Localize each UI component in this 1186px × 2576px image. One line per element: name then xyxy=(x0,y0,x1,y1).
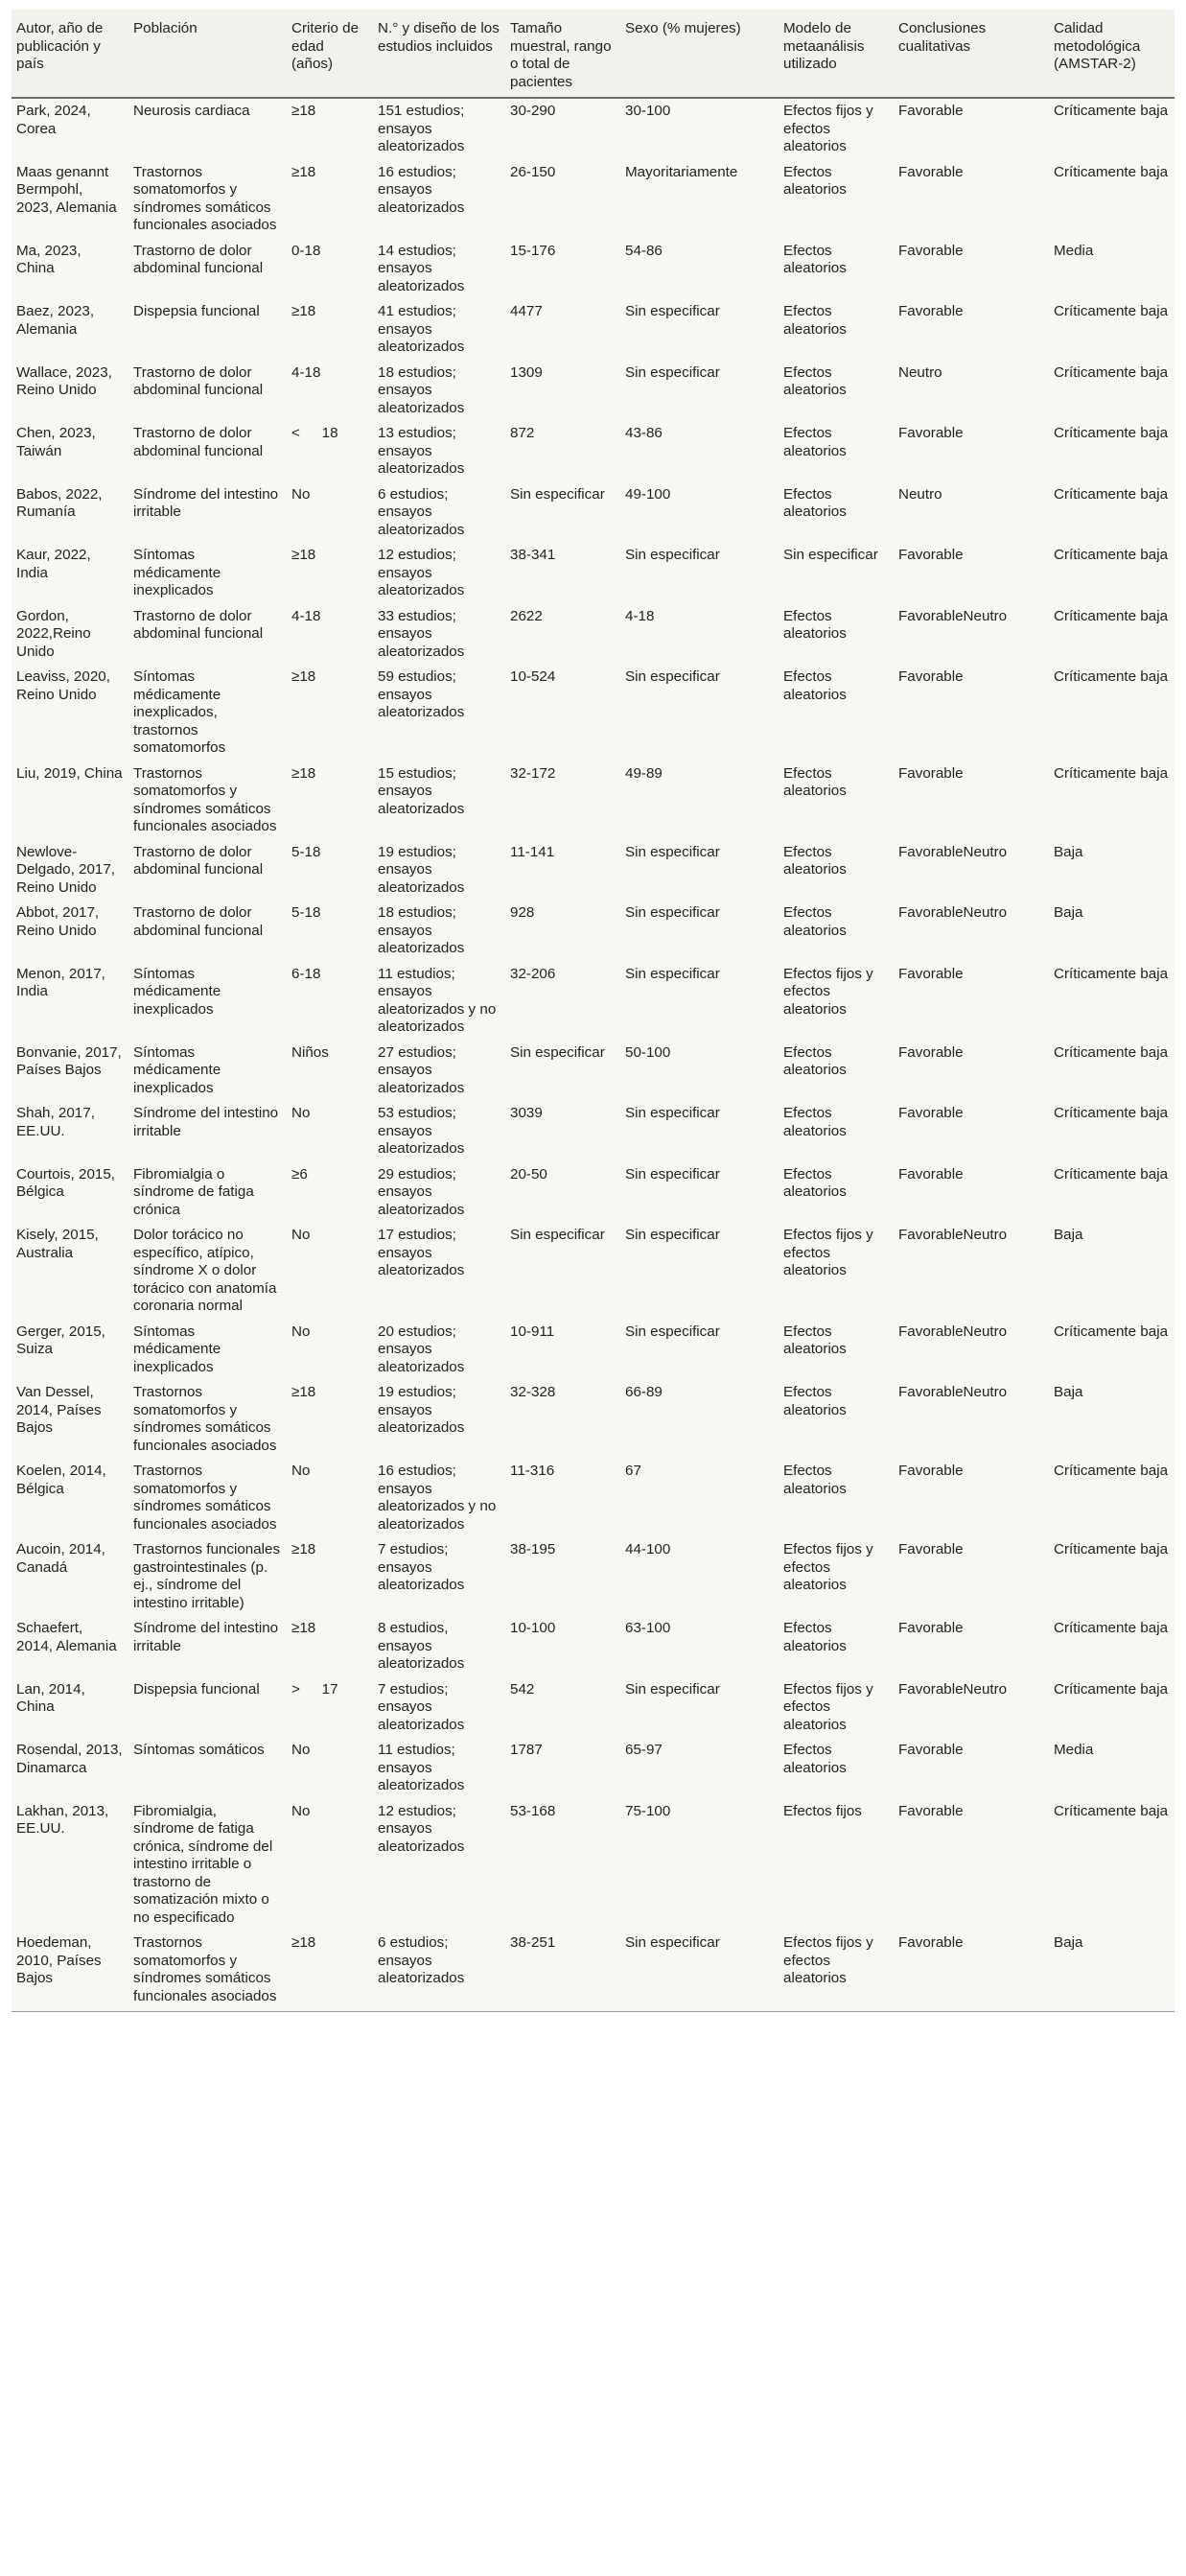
cell-age-criterion: ≥18 xyxy=(287,1932,373,2012)
cell-author: Newlove-Delgado, 2017, Reino Unido xyxy=(16,843,116,896)
cell-model: Efectos aleatorios xyxy=(783,764,847,799)
table-row xyxy=(12,1164,1174,1226)
column-header-quality: Calidad metodológica (AMSTAR-2) xyxy=(1049,10,1174,98)
cell-sex: Sin especificar xyxy=(625,1227,720,1243)
table-row xyxy=(12,1322,1174,1383)
cell-quality: Críticamente baja xyxy=(1054,1323,1169,1340)
cell-quality: Baja xyxy=(1054,904,1083,921)
cell-author: Lakhan, 2013, EE.UU. xyxy=(16,1802,109,1837)
column-header-conclusions: Conclusiones cualitativas xyxy=(894,10,1049,98)
cell-conclusions: Favorable xyxy=(898,1105,964,1121)
cell-studies: 18 estudios; ensayos aleatorizados xyxy=(378,904,465,956)
cell-studies: 7 estudios; ensayos aleatorizados xyxy=(378,1680,465,1733)
cell-conclusions: Favorable xyxy=(898,303,964,319)
cell-age-criterion: > 17 xyxy=(291,1680,338,1698)
cell-author: Menon, 2017, India xyxy=(16,965,105,999)
cell-model: Sin especificar xyxy=(783,547,878,563)
cell-sample-size: 3039 xyxy=(510,1105,543,1121)
cell-population: Trastornos somatomorfos y síndromes somáticos funcionales asociados xyxy=(133,764,277,834)
cell-sex: Sin especificar xyxy=(625,1323,720,1340)
cell-sex: 65-97 xyxy=(625,1742,663,1758)
cell-studies: 12 estudios; ensayos aleatorizados xyxy=(378,1802,465,1855)
cell-quality: Críticamente baja xyxy=(1054,965,1169,982)
cell-model: Efectos fijos y efectos aleatorios xyxy=(783,1227,873,1278)
cell-population: Síntomas somáticos xyxy=(133,1742,265,1758)
cell-sex: Sin especificar xyxy=(625,1680,720,1698)
cell-sample-size: 20-50 xyxy=(510,1165,547,1183)
cell-studies: 7 estudios; ensayos aleatorizados xyxy=(378,1541,465,1593)
cell-studies: 41 estudios; ensayos aleatorizados xyxy=(378,303,465,355)
cell-author: Ma, 2023, China xyxy=(16,242,81,276)
cell-sex: 30-100 xyxy=(625,103,671,119)
table-row xyxy=(12,1618,1174,1679)
cell-author: Courtois, 2015, Bélgica xyxy=(16,1165,115,1200)
cell-quality: Críticamente baja xyxy=(1054,485,1169,503)
cell-age-criterion: 0-18 xyxy=(291,242,321,259)
cell-population: Trastorno de dolor abdominal funcional xyxy=(133,363,264,398)
cell-sex: 49-100 xyxy=(625,485,671,503)
cell-model: Efectos fijos xyxy=(783,1802,862,1819)
cell-conclusions: Favorable xyxy=(898,1165,964,1183)
cell-model: Efectos fijos y efectos aleatorios xyxy=(783,965,873,1018)
cell-author: Babos, 2022, Rumanía xyxy=(16,485,103,520)
cell-author: Kaur, 2022, India xyxy=(16,547,91,581)
cell-quality: Críticamente baja xyxy=(1054,1463,1169,1479)
cell-conclusions: Favorable xyxy=(898,668,964,685)
cell-population: Trastorno de dolor abdominal funcional xyxy=(133,904,264,939)
cell-quality: Críticamente baja xyxy=(1054,103,1169,119)
cell-model: Efectos aleatorios xyxy=(783,303,847,338)
table-row xyxy=(12,162,1174,241)
cell-conclusions: FavorableNeutro xyxy=(898,607,1008,624)
cell-author: Maas genannt Bermpohl, 2023, Alemania xyxy=(16,163,117,216)
cell-studies: 27 estudios; ensayos aleatorizados xyxy=(378,1043,465,1096)
cell-population: Dolor torácico no específico, atípico, síndrome X o dolor torácico con anatomía coronaria normal xyxy=(133,1227,277,1314)
cell-sex: Sin especificar xyxy=(625,965,720,982)
cell-sample-size: 32-328 xyxy=(510,1384,556,1400)
cell-conclusions: Favorable xyxy=(898,103,964,119)
table-row xyxy=(12,667,1174,763)
cell-author: Gordon, 2022,Reino Unido xyxy=(16,607,91,660)
cell-quality: Críticamente baja xyxy=(1054,1541,1169,1557)
cell-quality: Críticamente baja xyxy=(1054,547,1169,563)
cell-conclusions: Favorable xyxy=(898,242,964,259)
cell-age-criterion: ≥18 xyxy=(291,1620,316,1636)
cell-model: Efectos aleatorios xyxy=(783,485,847,520)
cell-quality: Baja xyxy=(1049,1932,1174,2012)
cell-population: Dispepsia funcional xyxy=(133,1680,260,1698)
cell-sample-size: Sin especificar xyxy=(510,485,605,503)
cell-population: Trastornos somatomorfos y síndromes somáticos funcionales asociados xyxy=(133,1463,277,1533)
cell-population: Trastorno de dolor abdominal funcional xyxy=(133,607,264,642)
cell-studies: 19 estudios; ensayos aleatorizados xyxy=(378,1384,465,1436)
cell-model: Efectos aleatorios xyxy=(783,163,847,198)
cell-conclusions: Favorable xyxy=(898,163,964,180)
table-row xyxy=(12,363,1174,424)
table-row xyxy=(12,1539,1174,1618)
cell-quality: Críticamente baja xyxy=(1054,163,1169,180)
cell-sample-size: 928 xyxy=(510,904,535,921)
cell-conclusions: Favorable xyxy=(898,547,964,563)
cell-model: Efectos aleatorios xyxy=(783,242,847,276)
cell-sex: Sin especificar xyxy=(625,668,720,685)
table-row xyxy=(12,763,1174,842)
cell-age-criterion: ≥18 xyxy=(291,1541,316,1557)
cell-sample-size: Sin especificar xyxy=(510,1227,605,1243)
cell-author: Gerger, 2015, Suiza xyxy=(16,1323,105,1357)
cell-sex: 63-100 xyxy=(625,1620,671,1636)
column-header-population: Población xyxy=(128,10,287,98)
cell-sample-size: 872 xyxy=(510,425,535,441)
cell-studies: 151 estudios; ensayos aleatorizados xyxy=(378,103,465,154)
cell-model: Efectos aleatorios xyxy=(783,1105,847,1139)
table-row xyxy=(12,1225,1174,1322)
cell-quality: Críticamente baja xyxy=(1054,668,1169,685)
cell-model: Efectos aleatorios xyxy=(783,843,847,878)
cell-sex: 67 xyxy=(625,1463,641,1479)
cell-author: Lan, 2014, China xyxy=(16,1680,85,1715)
table-row xyxy=(12,902,1174,964)
cell-sample-size: 38-251 xyxy=(505,1932,620,2012)
cell-quality: Críticamente baja xyxy=(1054,764,1169,782)
cell-population: Síndrome del intestino irritable xyxy=(133,485,279,520)
cell-model: Efectos aleatorios xyxy=(783,1384,847,1418)
cell-model: Efectos fijos y efectos aleatorios xyxy=(779,1932,894,2012)
table-row xyxy=(12,606,1174,667)
cell-author: Park, 2024, Corea xyxy=(16,103,91,137)
cell-sample-size: 4477 xyxy=(510,303,543,319)
cell-model: Efectos aleatorios xyxy=(783,1323,847,1357)
cell-author: Aucoin, 2014, Canadá xyxy=(16,1541,105,1576)
cell-model: Efectos aleatorios xyxy=(783,1165,847,1200)
cell-conclusions: FavorableNeutro xyxy=(898,843,1008,860)
cell-age-criterion: ≥18 xyxy=(291,103,316,119)
cell-conclusions: Favorable xyxy=(898,425,964,441)
cell-sex: Sin especificar xyxy=(620,1932,779,2012)
table-container xyxy=(12,10,1174,2012)
table-row xyxy=(12,1103,1174,1164)
cell-author: Liu, 2019, China xyxy=(16,764,123,782)
cell-author: Schaefert, 2014, Alemania xyxy=(16,1620,117,1654)
cell-studies: 15 estudios; ensayos aleatorizados xyxy=(378,764,465,817)
cell-studies: 16 estudios; ensayos aleatorizados xyxy=(378,163,465,216)
cell-sample-size: 11-141 xyxy=(510,843,555,860)
table-row xyxy=(12,1042,1174,1104)
cell-age-criterion: ≥18 xyxy=(291,668,316,685)
cell-population: Trastorno de dolor abdominal funcional xyxy=(133,242,264,276)
cell-quality: Críticamente baja xyxy=(1054,363,1169,381)
cell-sex: Sin especificar xyxy=(625,843,720,860)
cell-quality: Críticamente baja xyxy=(1054,1105,1169,1121)
cell-sample-size: 10-911 xyxy=(510,1323,555,1340)
cell-sex: 66-89 xyxy=(625,1384,663,1400)
column-header-author: Autor, año de publicación y país xyxy=(12,10,128,98)
cell-sex: 49-89 xyxy=(625,764,663,782)
cell-sample-size: 32-172 xyxy=(510,764,556,782)
cell-author: Chen, 2023, Taiwán xyxy=(16,425,96,459)
cell-model: Efectos aleatorios xyxy=(783,363,847,398)
cell-age-criterion: ≥18 xyxy=(291,163,316,180)
cell-studies: 11 estudios; ensayos aleatorizados y no aleatorizados xyxy=(378,965,497,1035)
column-header-sample-size: Tamaño muestral, rango o total de pacientes xyxy=(505,10,620,98)
cell-quality: Baja xyxy=(1054,843,1083,860)
cell-quality: Críticamente baja xyxy=(1054,1802,1169,1819)
cell-studies: 20 estudios; ensayos aleatorizados xyxy=(378,1323,465,1375)
cell-studies: 12 estudios; ensayos aleatorizados xyxy=(378,547,465,598)
cell-quality: Críticamente baja xyxy=(1054,1165,1169,1183)
cell-sex: Sin especificar xyxy=(625,303,720,319)
cell-studies: 19 estudios; ensayos aleatorizados xyxy=(378,843,465,896)
cell-model: Efectos aleatorios xyxy=(783,1620,847,1654)
cell-studies: 14 estudios; ensayos aleatorizados xyxy=(378,242,465,294)
cell-quality: Media xyxy=(1054,242,1094,259)
cell-age-criterion: No xyxy=(291,1463,311,1479)
cell-sex: Sin especificar xyxy=(625,547,720,563)
cell-sample-size: 38-341 xyxy=(510,547,556,563)
cell-sex: Mayoritariamente xyxy=(625,163,738,180)
cell-age-criterion: No xyxy=(291,1802,311,1819)
table-row xyxy=(12,98,1174,162)
cell-studies: 29 estudios; ensayos aleatorizados xyxy=(378,1165,465,1218)
cell-population: Síndrome del intestino irritable xyxy=(133,1620,279,1654)
cell-age-criterion: ≥6 xyxy=(291,1165,308,1183)
cell-sex: 50-100 xyxy=(625,1043,671,1061)
cell-age-criterion: ≥18 xyxy=(291,1384,316,1400)
cell-author: Abbot, 2017, Reino Unido xyxy=(16,904,100,939)
cell-author: Wallace, 2023, Reino Unido xyxy=(16,363,112,398)
cell-age-criterion: No xyxy=(291,1227,311,1243)
table-row xyxy=(12,241,1174,302)
cell-population: Trastorno de dolor abdominal funcional xyxy=(133,843,264,878)
cell-sample-size: 1309 xyxy=(510,363,543,381)
cell-model: Efectos fijos y efectos aleatorios xyxy=(783,1541,873,1593)
table-body xyxy=(12,98,1174,2012)
cell-population: Síntomas médicamente inexplicados, trastornos somatomorfos xyxy=(133,668,226,756)
cell-sex: Sin especificar xyxy=(625,904,720,921)
cell-model: Efectos aleatorios xyxy=(783,607,847,642)
cell-model: Efectos aleatorios xyxy=(783,904,847,939)
cell-age-criterion: ≥18 xyxy=(291,547,316,563)
cell-conclusions: Favorable xyxy=(898,1802,964,1819)
cell-conclusions: Favorable xyxy=(898,1541,964,1557)
cell-model: Efectos aleatorios xyxy=(783,668,847,703)
cell-model: Efectos aleatorios xyxy=(783,425,847,459)
cell-population: Síntomas médicamente inexplicados xyxy=(133,547,221,598)
cell-conclusions: Favorable xyxy=(898,1043,964,1061)
cell-sample-size: 10-100 xyxy=(510,1620,556,1636)
cell-studies: 59 estudios; ensayos aleatorizados xyxy=(378,668,465,720)
cell-conclusions: Favorable xyxy=(898,965,964,982)
cell-studies: 16 estudios; ensayos aleatorizados y no aleatorizados xyxy=(378,1463,497,1533)
cell-author: Kisely, 2015, Australia xyxy=(16,1227,99,1261)
cell-sample-size: 38-195 xyxy=(510,1541,556,1557)
cell-population: Síndrome del intestino irritable xyxy=(133,1105,279,1139)
cell-population: Neurosis cardiaca xyxy=(133,103,250,119)
column-header-model: Modelo de metaanálisis utilizado xyxy=(779,10,894,98)
cell-population: Trastornos somatomorfos y síndromes somáticos funcionales asociados xyxy=(133,1384,277,1454)
cell-age-criterion: 4-18 xyxy=(291,363,321,381)
cell-age-criterion: ≥18 xyxy=(291,303,316,319)
cell-quality: Baja xyxy=(1054,1227,1083,1243)
cell-quality: Media xyxy=(1054,1742,1094,1758)
table-row xyxy=(12,1679,1174,1741)
cell-sex: 43-86 xyxy=(625,425,663,441)
cell-sex: Sin especificar xyxy=(625,1165,720,1183)
cell-sample-size: 32-206 xyxy=(510,965,556,982)
cell-studies: 18 estudios; ensayos aleatorizados xyxy=(378,363,465,416)
column-header-sex: Sexo (% mujeres) xyxy=(620,10,779,98)
cell-quality: Críticamente baja xyxy=(1054,303,1169,319)
cell-sample-size: 26-150 xyxy=(510,163,556,180)
cell-model: Efectos aleatorios xyxy=(783,1742,847,1776)
cell-age-criterion: Niños xyxy=(291,1043,329,1061)
cell-studies: 8 estudios, ensayos aleatorizados xyxy=(378,1620,465,1672)
cell-author: Shah, 2017, EE.UU. xyxy=(16,1105,95,1139)
cell-author: Baez, 2023, Alemania xyxy=(16,303,95,338)
cell-conclusions: Favorable xyxy=(898,1620,964,1636)
cell-sex: Sin especificar xyxy=(625,363,720,381)
cell-conclusions: Favorable xyxy=(894,1932,1049,2012)
cell-studies: 11 estudios; ensayos aleatorizados xyxy=(378,1742,465,1793)
cell-population: Trastornos somatomorfos y síndromes somáticos funcionales asociados xyxy=(133,163,277,233)
cell-age-criterion: No xyxy=(291,485,311,503)
cell-quality: Críticamente baja xyxy=(1054,425,1169,441)
cell-studies: 53 estudios; ensayos aleatorizados xyxy=(378,1105,465,1157)
cell-author: Koelen, 2014, Bélgica xyxy=(16,1463,106,1497)
cell-sex: 54-86 xyxy=(625,242,663,259)
cell-studies: 6 estudios; ensayos aleatorizados xyxy=(378,485,465,538)
cell-quality: Baja xyxy=(1054,1384,1083,1400)
cell-quality: Críticamente baja xyxy=(1054,607,1169,624)
table-row xyxy=(12,1740,1174,1801)
cell-conclusions: FavorableNeutro xyxy=(898,1384,1008,1400)
table-row xyxy=(12,1461,1174,1539)
header-row xyxy=(12,10,1174,98)
cell-sample-size: 30-290 xyxy=(510,103,556,119)
cell-age-criterion: ≥18 xyxy=(291,764,316,782)
cell-author: Leaviss, 2020, Reino Unido xyxy=(16,668,110,703)
cell-sex: 44-100 xyxy=(625,1541,671,1557)
table-row xyxy=(12,1932,1174,2012)
cell-population: Síntomas médicamente inexplicados xyxy=(133,1323,221,1375)
cell-conclusions: FavorableNeutro xyxy=(898,1323,1008,1340)
cell-sex: 75-100 xyxy=(625,1802,671,1819)
cell-author: Hoedeman, 2010, Países Bajos xyxy=(12,1932,128,2012)
cell-age-criterion: No xyxy=(291,1105,311,1121)
cell-quality: Críticamente baja xyxy=(1054,1043,1169,1061)
cell-population: Trastornos funcionales gastrointestinales (p. ej., síndrome del intestino irritable) xyxy=(133,1541,281,1611)
table-row xyxy=(12,301,1174,363)
cell-population: Fibromialgia o síndrome de fatiga crónica xyxy=(133,1165,254,1218)
cell-conclusions: Favorable xyxy=(898,764,964,782)
cell-author: Bonvanie, 2017, Países Bajos xyxy=(16,1043,122,1078)
cell-sample-size: 1787 xyxy=(510,1742,543,1758)
cell-population: Trastornos somatomorfos y síndromes somáticos funcionales asociados xyxy=(128,1932,287,2012)
table-row xyxy=(12,964,1174,1042)
cell-conclusions: Favorable xyxy=(898,1463,964,1479)
cell-sex: 4-18 xyxy=(625,607,655,624)
cell-conclusions: FavorableNeutro xyxy=(898,1680,1008,1698)
cell-sample-size: 15-176 xyxy=(510,242,556,259)
cell-studies: 6 estudios; ensayos aleatorizados xyxy=(373,1932,505,2012)
cell-quality: Críticamente baja xyxy=(1054,1680,1169,1698)
cell-sample-size: 10-524 xyxy=(510,668,556,685)
cell-model: Efectos aleatorios xyxy=(783,1043,847,1078)
column-header-studies: N.° y diseño de los estudios incluidos xyxy=(373,10,505,98)
table-row xyxy=(12,484,1174,546)
cell-sample-size: Sin especificar xyxy=(510,1043,605,1061)
meta-analysis-table xyxy=(12,10,1174,2012)
cell-age-criterion: No xyxy=(291,1742,311,1758)
cell-population: Dispepsia funcional xyxy=(133,303,260,319)
cell-age-criterion: No xyxy=(291,1323,311,1340)
cell-age-criterion: 5-18 xyxy=(291,843,321,860)
cell-sex: Sin especificar xyxy=(625,1105,720,1121)
cell-studies: 13 estudios; ensayos aleatorizados xyxy=(378,425,465,477)
cell-studies: 17 estudios; ensayos aleatorizados xyxy=(378,1227,465,1278)
table-row xyxy=(12,1801,1174,1933)
cell-conclusions: Neutro xyxy=(898,485,942,503)
cell-conclusions: Neutro xyxy=(898,363,942,381)
cell-studies: 33 estudios; ensayos aleatorizados xyxy=(378,607,465,660)
cell-sample-size: 53-168 xyxy=(510,1802,556,1819)
cell-population: Fibromialgia, síndrome de fatiga crónica, síndrome del intestino irritable o trastorno de somatización mixto o no especificado xyxy=(133,1802,273,1926)
table-row xyxy=(12,1382,1174,1461)
cell-sample-size: 11-316 xyxy=(510,1463,555,1479)
cell-age-criterion: 5-18 xyxy=(291,904,321,921)
table-row xyxy=(12,842,1174,903)
cell-conclusions: FavorableNeutro xyxy=(898,904,1008,921)
cell-author: Van Dessel, 2014, Países Bajos xyxy=(16,1384,102,1436)
cell-conclusions: Favorable xyxy=(898,1742,964,1758)
table-row xyxy=(12,545,1174,606)
column-header-age-criterion: Criterio de edad (años) xyxy=(287,10,373,98)
cell-sample-size: 2622 xyxy=(510,607,543,624)
cell-population: Trastorno de dolor abdominal funcional xyxy=(133,425,264,459)
cell-population: Síntomas médicamente inexplicados xyxy=(133,1043,221,1096)
cell-model: Efectos fijos y efectos aleatorios xyxy=(783,103,873,154)
cell-author: Rosendal, 2013, Dinamarca xyxy=(16,1742,123,1776)
cell-age-criterion: 6-18 xyxy=(291,965,321,982)
cell-sample-size: 542 xyxy=(510,1680,535,1698)
cell-age-criterion: 4-18 xyxy=(291,607,321,624)
cell-model: Efectos fijos y efectos aleatorios xyxy=(783,1680,873,1733)
cell-model: Efectos aleatorios xyxy=(783,1463,847,1497)
cell-age-criterion: < 18 xyxy=(291,425,338,441)
cell-population: Síntomas médicamente inexplicados xyxy=(133,965,221,1018)
cell-quality: Críticamente baja xyxy=(1054,1620,1169,1636)
cell-conclusions: FavorableNeutro xyxy=(898,1227,1008,1243)
table-row xyxy=(12,423,1174,484)
